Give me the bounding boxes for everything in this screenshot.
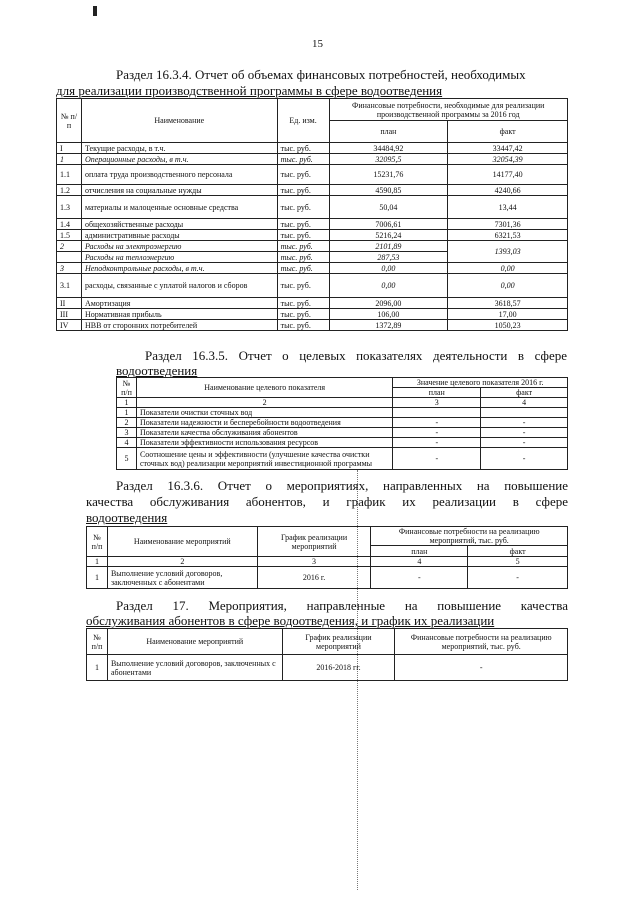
table-row [57, 320, 568, 331]
row-no: 3.1 [57, 274, 82, 298]
row-no: 1.2 [57, 185, 82, 196]
row-fact [481, 408, 568, 418]
row-fact: 0,00 [448, 263, 568, 274]
row-name: Показатели качества обслуживания абонентов [136, 428, 392, 438]
row-unit: тыс. руб. [277, 165, 329, 185]
table-row [117, 448, 568, 470]
section-16-3-6-heading [116, 478, 568, 493]
row-fact: - [481, 418, 568, 428]
col-header-schedule: График реализации мероприятий [257, 527, 371, 557]
table-row [117, 428, 568, 438]
row-no: 2 [117, 418, 137, 428]
row-no: II [57, 298, 82, 309]
col-num: 1 [87, 557, 108, 567]
row-plan [393, 408, 481, 418]
row-fact: 3618,57 [448, 298, 568, 309]
col-header-no: № п/п [87, 527, 108, 557]
row-no [57, 252, 82, 263]
table-row [57, 309, 568, 320]
table-row [57, 298, 568, 309]
col-num: 2 [107, 557, 257, 567]
row-name: Выполнение условий договоров, заключенных с абонентами [107, 655, 282, 681]
col-header-plan: план [371, 546, 468, 557]
measures-report-table [86, 526, 568, 589]
row-fact: 13,44 [448, 196, 568, 219]
column-number-row [87, 557, 568, 567]
table-row [57, 185, 568, 196]
row-no: I [57, 143, 82, 154]
section-16-3-4-heading [116, 67, 571, 82]
row-no: 1.3 [57, 196, 82, 219]
row-fact: - [481, 428, 568, 438]
row-no: 1 [57, 154, 82, 165]
row-plan: 34484,92 [329, 143, 448, 154]
row-unit: тыс. руб. [277, 154, 329, 165]
row-plan: - [393, 418, 481, 428]
row-plan: 106,00 [329, 309, 448, 320]
col-header-no: № п/п [117, 378, 137, 398]
row-fact: - [468, 567, 568, 589]
row-no: 4 [117, 438, 137, 448]
col-num: 3 [257, 557, 371, 567]
row-fact: 17,00 [448, 309, 568, 320]
row-plan: 50,04 [329, 196, 448, 219]
row-no: 1 [87, 567, 108, 589]
row-plan: 0,00 [329, 263, 448, 274]
col-header-fact: факт [468, 546, 568, 557]
row-fact: 6321,53 [448, 230, 568, 241]
row-name: Показатели надежности и бесперебойности водоотведения [136, 418, 392, 428]
row-no: 1 [117, 408, 137, 418]
row-name: расходы, связанные с уплатой налогов и сборов [81, 274, 277, 298]
col-num: 3 [393, 398, 481, 408]
heading-line: для реализации производственной программы в сфере водоотведения [56, 83, 443, 98]
row-fact: - [481, 438, 568, 448]
table-row [57, 165, 568, 185]
heading-line: водоотведения [86, 510, 168, 525]
row-unit: тыс. руб. [277, 143, 329, 154]
row-name: материалы и малоценные основные средства [81, 196, 277, 219]
row-fact: 7301,36 [448, 219, 568, 230]
row-unit: тыс. руб. [277, 298, 329, 309]
col-header-unit: Ед. изм. [277, 99, 329, 143]
table-row [87, 655, 568, 681]
section-17-heading-2 [86, 613, 568, 628]
row-no: IV [57, 320, 82, 331]
row-plan: - [393, 428, 481, 438]
row-unit: тыс. руб. [277, 309, 329, 320]
row-name: Соотношение цены и эффективности (улучшение качества очистки сточных вод) реализации мероприятий инвестиционной программы [136, 448, 392, 470]
col-num: 4 [481, 398, 568, 408]
row-plan: 5216,24 [329, 230, 448, 241]
table-row [117, 438, 568, 448]
section-16-3-4-heading-2 [56, 83, 571, 98]
row-name: Показатели эффективности использования ресурсов [136, 438, 392, 448]
row-name: Амортизация [81, 298, 277, 309]
row-plan: 287,53 [329, 252, 448, 263]
section-16-3-5-heading-2 [116, 363, 567, 378]
col-header-name: Наименование мероприятий [107, 629, 282, 655]
col-num: 5 [468, 557, 568, 567]
row-fact: 1050,23 [448, 320, 568, 331]
table-row [57, 274, 568, 298]
row-name: Нормативная прибыль [81, 309, 277, 320]
row-name: оплата труда производственного персонала [81, 165, 277, 185]
row-fact: - [481, 448, 568, 470]
row-name: Неподконтрольные расходы, в т.ч. [81, 263, 277, 274]
row-plan: 4590,85 [329, 185, 448, 196]
col-num: 1 [117, 398, 137, 408]
table-row [57, 219, 568, 230]
row-plan: 2101,89 [329, 241, 448, 252]
financial-needs-table [56, 98, 568, 331]
measures-plan-table [86, 628, 568, 681]
row-plan: 0,00 [329, 274, 448, 298]
row-fact: 33447,42 [448, 143, 568, 154]
heading-line: водоотведения [116, 363, 198, 378]
row-no: 1.4 [57, 219, 82, 230]
row-schedule: 2016 г. [257, 567, 371, 589]
row-plan: - [393, 448, 481, 470]
col-header-plan: план [393, 388, 481, 398]
row-name: Операционные расходы, в т.ч. [81, 154, 277, 165]
row-unit: тыс. руб. [277, 263, 329, 274]
row-name: НВВ от сторонних потребителей [81, 320, 277, 331]
row-no: 5 [117, 448, 137, 470]
section-16-3-6-heading-2 [86, 494, 568, 509]
table-row [57, 263, 568, 274]
col-header-name: Наименование мероприятий [107, 527, 257, 557]
row-unit: тыс. руб. [277, 219, 329, 230]
col-header-financial: Финансовые потребности на реализацию мероприятий, тыс. руб. [395, 629, 568, 655]
table-row [57, 241, 568, 252]
page-number: 15 [312, 38, 323, 50]
row-name: Расходы на теплоэнергию [81, 252, 277, 263]
col-header-group: Финансовые потребности, необходимые для реализации производственной программы за 2016 год [329, 99, 568, 121]
col-num: 2 [136, 398, 392, 408]
row-name: Показатели очистки сточных вод [136, 408, 392, 418]
row-schedule: 2016-2018 гг. [282, 655, 395, 681]
table-row [87, 567, 568, 589]
row-name: административные расходы [81, 230, 277, 241]
col-header-schedule: График реализации мероприятий [282, 629, 395, 655]
row-unit: тыс. руб. [277, 241, 329, 252]
heading-line: Раздел 16.3.4. Отчет об объемах финансовых потребностей, необходимых [116, 67, 526, 82]
row-name: отчисления на социальные нужды [81, 185, 277, 196]
row-unit: тыс. руб. [277, 320, 329, 331]
row-financial: - [395, 655, 568, 681]
table-row [117, 408, 568, 418]
section-16-3-6-heading-3 [86, 510, 568, 525]
row-no: 2 [57, 241, 82, 252]
section-17-heading [116, 598, 568, 613]
row-name: Расходы на электроэнергию [81, 241, 277, 252]
col-header-group: Значение целевого показателя 2016 г. [393, 378, 568, 388]
row-unit: тыс. руб. [277, 230, 329, 241]
col-header-no: № п/п [87, 629, 108, 655]
heading-line: Раздел 16.3.6. Отчет о мероприятиях, направленных на повышение [116, 478, 568, 493]
row-no: 1.5 [57, 230, 82, 241]
row-no: 1 [87, 655, 108, 681]
row-fact-merged: 1393,03 [448, 241, 568, 263]
row-fact: 4240,66 [448, 185, 568, 196]
row-fact: 14177,40 [448, 165, 568, 185]
row-no: 3 [117, 428, 137, 438]
scan-mark [93, 6, 97, 16]
row-unit: тыс. руб. [277, 196, 329, 219]
row-plan: - [371, 567, 468, 589]
target-indicators-table [116, 377, 568, 470]
table-row [57, 230, 568, 241]
column-number-row [117, 398, 568, 408]
row-plan: 32095,5 [329, 154, 448, 165]
row-plan: 15231,76 [329, 165, 448, 185]
col-header-name: Наименование [81, 99, 277, 143]
row-no: 3 [57, 263, 82, 274]
row-plan: - [393, 438, 481, 448]
table-row [57, 196, 568, 219]
row-name: Выполнение условий договоров, заключенных с абонентами [107, 567, 257, 589]
row-fact: 32054,39 [448, 154, 568, 165]
row-fact: 0,00 [448, 274, 568, 298]
table-row [57, 154, 568, 165]
section-16-3-5-heading [145, 348, 567, 363]
row-plan: 1372,89 [329, 320, 448, 331]
col-header-fact: факт [448, 121, 568, 143]
row-name: Текущие расходы, в т.ч. [81, 143, 277, 154]
heading-line: Раздел 16.3.5. Отчет о целевых показателях деятельности в сфере [145, 348, 567, 363]
row-no: 1.1 [57, 165, 82, 185]
col-header-name: Наименование целевого показателя [136, 378, 392, 398]
heading-line: качества обслуживания абонентов, и график их реализации в сфере [86, 494, 568, 509]
col-header-no: № п/п [57, 99, 82, 143]
col-header-fact: факт [481, 388, 568, 398]
row-plan: 2096,00 [329, 298, 448, 309]
table-row [57, 143, 568, 154]
row-name: общехозяйственные расходы [81, 219, 277, 230]
col-header-group: Финансовые потребности на реализацию мероприятий, тыс. руб. [371, 527, 568, 546]
row-unit: тыс. руб. [277, 274, 329, 298]
row-unit: тыс. руб. [277, 252, 329, 263]
row-plan: 7006,61 [329, 219, 448, 230]
table-row [117, 418, 568, 428]
col-num: 4 [371, 557, 468, 567]
heading-line: Раздел 17. Мероприятия, направленные на повышение качества [116, 598, 568, 613]
row-no: III [57, 309, 82, 320]
heading-line: обслуживания абонентов в сфере водоотведения, и график их реализации [86, 613, 495, 628]
col-header-plan: план [329, 121, 448, 143]
row-unit: тыс. руб. [277, 185, 329, 196]
